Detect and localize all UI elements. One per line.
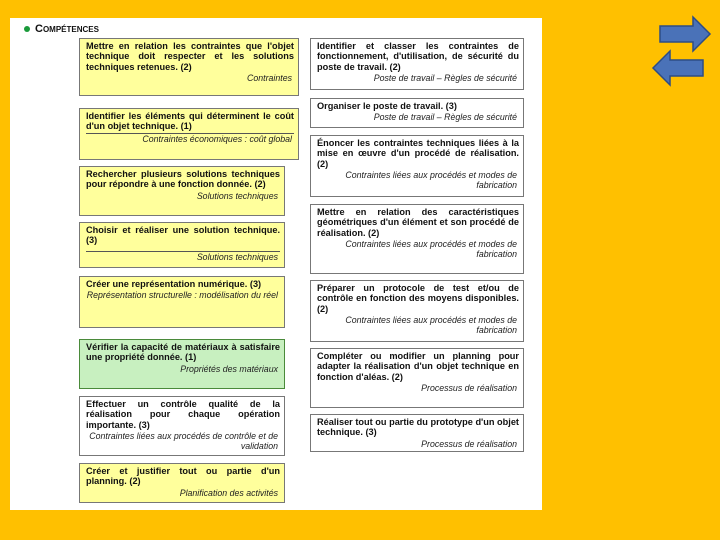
competence-context: Poste de travail – Règles de sécurité xyxy=(373,73,517,84)
competence-text: Créer et justifier tout ou partie d'un planning. (2) xyxy=(86,466,280,487)
competence-context: Contraintes économiques : coût global xyxy=(86,133,294,144)
competence-box-right-5 xyxy=(310,280,524,342)
competence-box-left-6 xyxy=(79,339,285,389)
competence-text: Choisir et réaliser une solution technique. (3) xyxy=(86,225,280,246)
competence-context: Processus de réalisation xyxy=(421,438,517,449)
competence-context: Planification des activités xyxy=(179,487,278,498)
competence-text: Rechercher plusieurs solutions techniques pour répondre à une fonction donnée. (2) xyxy=(86,169,280,190)
competence-box-left-7 xyxy=(79,396,285,456)
competence-context: Solutions techniques xyxy=(196,190,278,201)
competence-context: Solutions techniques xyxy=(86,251,280,262)
competence-context: Propriétés des matériaux xyxy=(180,363,278,374)
competence-text: Mettre en relation les contraintes que l'objet technique doit respecter et les solutions techniques retenues. (2) xyxy=(86,41,294,72)
competence-text: Identifier les éléments qui déterminent le coût d'un objet technique. (1) xyxy=(86,111,294,132)
competence-text: Vérifier la capacité de matériaux à satisfaire une propriété donnée. (1) xyxy=(86,342,280,363)
competence-box-right-1 xyxy=(310,38,524,90)
competence-context: Processus de réalisation xyxy=(421,383,517,394)
competence-box-left-5 xyxy=(79,276,285,328)
section-title: Compétences xyxy=(35,23,99,35)
competence-context: Contraintes xyxy=(247,73,292,84)
competence-context: Contraintes liées aux procédés et modes de fabrication xyxy=(345,170,517,191)
competence-context: Contraintes liées aux procédés de contrôle et de validation xyxy=(89,431,278,452)
competence-box-left-2 xyxy=(79,108,299,160)
competence-box-right-7 xyxy=(310,414,524,452)
competence-box-right-6 xyxy=(310,348,524,408)
competence-box-left-4 xyxy=(79,222,285,268)
competence-text: Énoncer les contraintes techniques liées à la mise en œuvre d'un procédé de réalisation. (2) xyxy=(317,138,519,169)
competence-box-right-2 xyxy=(310,98,524,128)
competence-context: Contraintes liées aux procédés et modes de fabrication xyxy=(345,239,517,260)
competence-context: Contraintes liées aux procédés et modes de fabrication xyxy=(345,315,517,336)
competence-text: Créer une représentation numérique. (3) xyxy=(86,279,262,289)
competence-text: Effectuer un contrôle qualité de la réalisation pour chaque opération importante. (3) xyxy=(86,399,280,430)
competence-context: Représentation structurelle : modélisation du réel xyxy=(86,290,278,301)
competence-box-left-8 xyxy=(79,463,285,503)
competence-text: Organiser le poste de travail. (3) xyxy=(317,101,457,111)
competence-text: Préparer un protocole de test et/ou de contrôle en fonction des moyens disponibles. (2) xyxy=(317,283,519,314)
bullet-icon xyxy=(24,26,30,32)
competence-text: Réaliser tout ou partie du prototype d'un objet technique. (3) xyxy=(317,417,519,438)
competence-box-left-3 xyxy=(79,166,285,216)
competence-box-right-3 xyxy=(310,135,524,197)
competence-context: Poste de travail – Règles de sécurité xyxy=(373,112,517,123)
competence-text: Compléter ou modifier un planning pour adapter la réalisation d'un objet technique en fonction d'aléas. (2) xyxy=(317,351,519,382)
competence-box-left-1 xyxy=(79,38,299,96)
section-header xyxy=(24,22,99,36)
competence-text: Identifier et classer les contraintes de fonctionnement, d'utilisation, de sécurité du poste de travail. (2) xyxy=(317,41,519,72)
document-page xyxy=(10,18,542,510)
competence-box-right-4 xyxy=(310,204,524,274)
competence-text: Mettre en relation des caractéristiques géométriques d'un élément et son procédé de réalisation. (2) xyxy=(317,207,519,238)
arrow-left-icon[interactable] xyxy=(650,48,706,88)
